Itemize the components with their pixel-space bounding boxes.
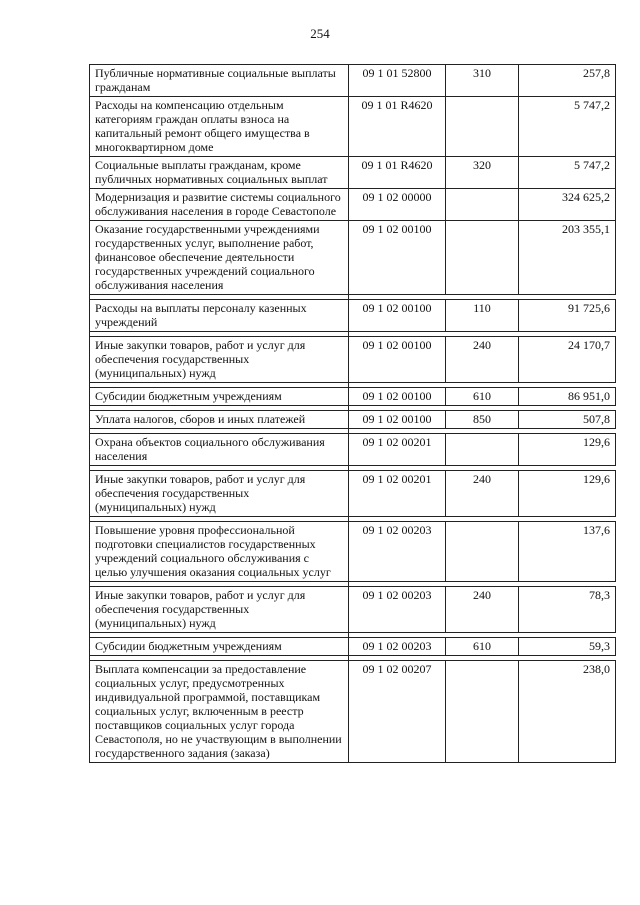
table-row — [90, 65, 616, 97]
row-sum-cell: 78,3 — [519, 587, 616, 633]
row-name-cell: Иные закупки товаров, работ и услуг для обеспечения государственных (муниципальных) нужд — [90, 587, 349, 633]
row-type-cell — [446, 522, 519, 582]
table-row — [90, 471, 616, 517]
row-type-cell — [446, 434, 519, 466]
row-name-cell: Социальные выплаты гражданам, кроме публичных нормативных социальных выплат — [90, 157, 349, 189]
row-name-cell: Иные закупки товаров, работ и услуг для обеспечения государственных (муниципальных) нужд — [90, 471, 349, 517]
table-row — [90, 157, 616, 189]
row-code-cell: 09 1 01 52800 — [349, 65, 446, 97]
row-type-cell: 310 — [446, 65, 519, 97]
row-type-cell: 610 — [446, 388, 519, 406]
table-row — [90, 388, 616, 406]
row-code-cell: 09 1 02 00100 — [349, 300, 446, 332]
table-row — [90, 587, 616, 633]
row-sum-cell: 129,6 — [519, 434, 616, 466]
row-sum-cell: 59,3 — [519, 638, 616, 656]
table-row — [90, 661, 616, 763]
row-type-cell — [446, 661, 519, 763]
row-type-cell: 240 — [446, 587, 519, 633]
row-type-cell: 610 — [446, 638, 519, 656]
row-sum-cell: 129,6 — [519, 471, 616, 517]
row-type-cell: 240 — [446, 471, 519, 517]
row-sum-cell: 91 725,6 — [519, 300, 616, 332]
row-name-cell: Повышение уровня профессиональной подготовки специалистов государственных учреждений социального обслуживания с целью улучшения оказания социальных услуг — [90, 522, 349, 582]
row-name-cell: Иные закупки товаров, работ и услуг для обеспечения государственных (муниципальных) нужд — [90, 337, 349, 383]
row-code-cell: 09 1 02 00203 — [349, 638, 446, 656]
row-name-cell: Публичные нормативные социальные выплаты гражданам — [90, 65, 349, 97]
row-type-cell: 240 — [446, 337, 519, 383]
row-type-cell — [446, 189, 519, 221]
row-type-cell — [446, 97, 519, 157]
row-name-cell: Выплата компенсации за предоставление социальных услуг, предусмотренных индивидуальной программой, поставщикам социальных услуг, включенным в реестр поставщиков социальных услуг города Севастополя, но не участвующим в выполнении государственного задания (заказа) — [90, 661, 349, 763]
row-code-cell: 09 1 02 00203 — [349, 522, 446, 582]
budget-table-body — [90, 65, 616, 763]
row-sum-cell: 5 747,2 — [519, 97, 616, 157]
row-code-cell: 09 1 02 00100 — [349, 411, 446, 429]
row-name-cell: Оказание государственными учреждениями государственных услуг, выполнение работ, финансовое обеспечение деятельности государственных учреждений социального обслуживания населения — [90, 221, 349, 295]
row-code-cell: 09 1 02 00000 — [349, 189, 446, 221]
row-type-cell: 850 — [446, 411, 519, 429]
row-name-cell: Модернизация и развитие системы социального обслуживания населения в городе Севастополе — [90, 189, 349, 221]
row-code-cell: 09 1 01 R4620 — [349, 157, 446, 189]
row-type-cell: 110 — [446, 300, 519, 332]
table-row — [90, 189, 616, 221]
row-sum-cell: 238,0 — [519, 661, 616, 763]
table-row — [90, 638, 616, 656]
row-code-cell: 09 1 02 00100 — [349, 337, 446, 383]
row-code-cell: 09 1 02 00100 — [349, 388, 446, 406]
row-sum-cell: 257,8 — [519, 65, 616, 97]
row-code-cell: 09 1 01 R4620 — [349, 97, 446, 157]
row-code-cell: 09 1 02 00207 — [349, 661, 446, 763]
table-row — [90, 97, 616, 157]
row-name-cell: Субсидии бюджетным учреждениям — [90, 638, 349, 656]
row-code-cell: 09 1 02 00201 — [349, 471, 446, 517]
row-sum-cell: 203 355,1 — [519, 221, 616, 295]
budget-table — [89, 64, 616, 763]
table-row — [90, 221, 616, 295]
row-sum-cell: 137,6 — [519, 522, 616, 582]
row-type-cell: 320 — [446, 157, 519, 189]
table-row — [90, 300, 616, 332]
row-code-cell: 09 1 02 00203 — [349, 587, 446, 633]
row-name-cell: Охрана объектов социального обслуживания населения — [90, 434, 349, 466]
row-name-cell: Расходы на компенсацию отдельным категориям граждан оплаты взноса на капитальный ремонт общего имущества в многоквартирном доме — [90, 97, 349, 157]
row-sum-cell: 24 170,7 — [519, 337, 616, 383]
row-sum-cell: 86 951,0 — [519, 388, 616, 406]
table-row — [90, 522, 616, 582]
table-row — [90, 411, 616, 429]
row-name-cell: Уплата налогов, сборов и иных платежей — [90, 411, 349, 429]
row-sum-cell: 5 747,2 — [519, 157, 616, 189]
row-sum-cell: 324 625,2 — [519, 189, 616, 221]
row-code-cell: 09 1 02 00100 — [349, 221, 446, 295]
table-row — [90, 434, 616, 466]
page-number: 254 — [310, 26, 330, 41]
row-name-cell: Субсидии бюджетным учреждениям — [90, 388, 349, 406]
table-row — [90, 337, 616, 383]
row-name-cell: Расходы на выплаты персоналу казенных учреждений — [90, 300, 349, 332]
row-type-cell — [446, 221, 519, 295]
row-sum-cell: 507,8 — [519, 411, 616, 429]
row-code-cell: 09 1 02 00201 — [349, 434, 446, 466]
